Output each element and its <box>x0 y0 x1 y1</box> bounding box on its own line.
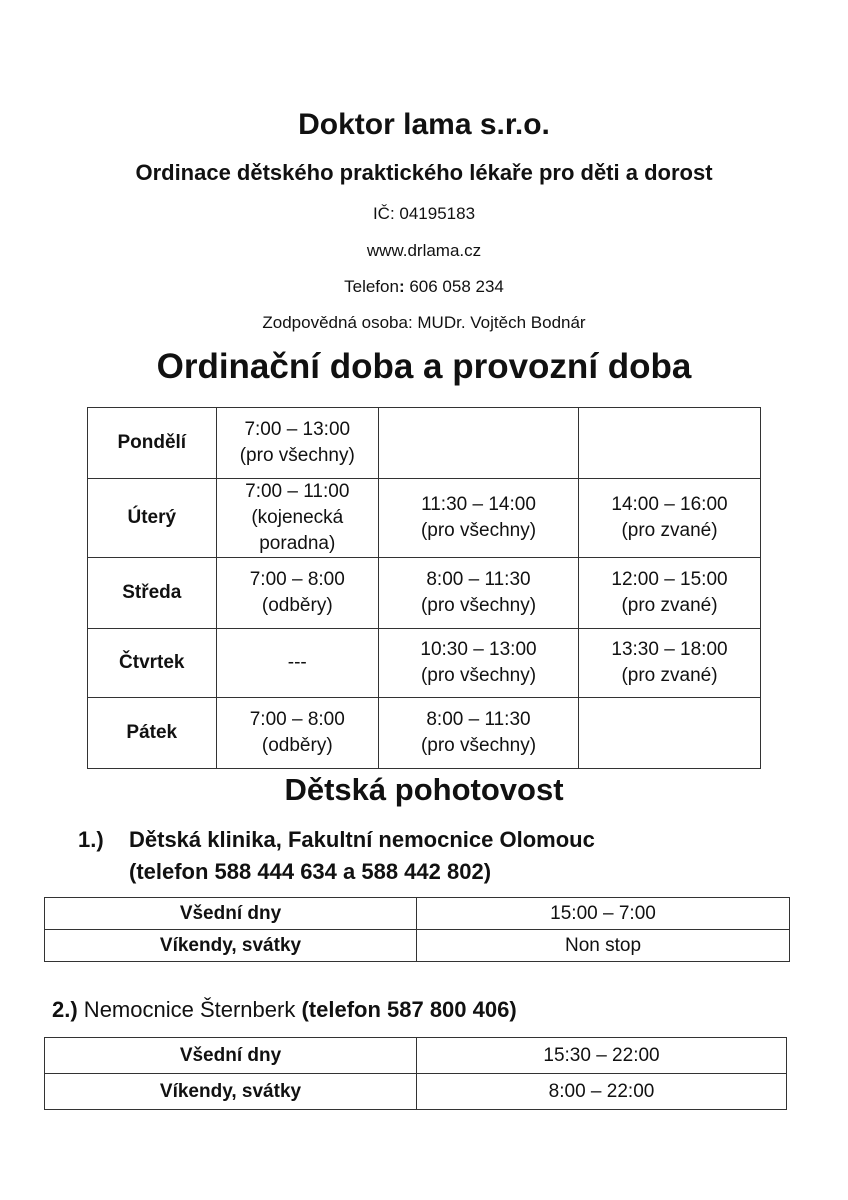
responsible-person: Zodpovědná osoba: MUDr. Vojtěch Bodnár <box>262 313 586 332</box>
clinic-1-number: 1.) <box>78 827 104 852</box>
slot-note: (pro zvané) <box>621 665 718 686</box>
slot-time: 7:00 – 13:00 <box>244 419 351 440</box>
slot-cell <box>578 558 760 629</box>
slot-note: (pro všechny) <box>420 595 537 616</box>
clinic-2-row-label: Všední dny <box>45 1038 417 1074</box>
day-cell: Středa <box>88 558 217 629</box>
slot-cell <box>379 698 579 769</box>
slot-time: 14:00 – 16:00 <box>611 494 728 515</box>
slot-cell <box>216 698 378 769</box>
table-row <box>88 408 761 479</box>
slot-note: (odběry) <box>261 735 333 756</box>
clinic-1-row-value: 15:00 – 7:00 <box>417 898 790 930</box>
website-link[interactable]: www.drlama.cz <box>366 241 482 260</box>
table-row <box>88 698 761 769</box>
slot-note: (pro všechny) <box>420 735 537 756</box>
clinic-2-phone: (telefon 587 800 406) <box>301 997 517 1022</box>
table-row <box>88 629 761 698</box>
slot-note: (pro všechny) <box>239 445 355 466</box>
clinic-1-row-label: Víkendy, svátky <box>45 930 417 962</box>
clinic-1-row-label: Všední dny <box>45 898 417 930</box>
slot-cell <box>216 629 378 698</box>
slot-note: poradna) <box>259 533 336 554</box>
emergency-clinic-1 <box>78 824 595 888</box>
day-cell: Čtvrtek <box>88 629 217 698</box>
table-row <box>88 479 761 558</box>
emergency-clinic-2 <box>52 996 517 1024</box>
slot-time: --- <box>287 652 307 673</box>
day-cell: Pondělí <box>88 408 217 479</box>
table-row <box>45 898 790 930</box>
slot-cell <box>578 479 760 558</box>
clinic-2-row-value: 15:30 – 22:00 <box>417 1038 787 1074</box>
table-row <box>45 930 790 962</box>
office-hours-heading: Ordinační doba a provozní doba <box>156 347 692 386</box>
slot-cell <box>216 408 378 479</box>
slot-cell <box>379 408 579 479</box>
clinic-2-row-label: Víkendy, svátky <box>45 1074 417 1110</box>
slot-time: 7:00 – 11:00 <box>245 481 350 502</box>
slot-cell <box>216 479 378 558</box>
phone-line <box>0 277 848 297</box>
slot-time: 11:30 – 14:00 <box>421 494 536 515</box>
clinic-1-name: Dětská klinika, Fakultní nemocnice Olomouc <box>129 827 595 852</box>
slot-time: 10:30 – 13:00 <box>420 639 537 660</box>
phone-number: 606 058 234 <box>404 277 504 296</box>
clinic-1-name-line <box>78 824 595 856</box>
office-hours-table <box>87 407 761 769</box>
clinic-1-phone: (telefon 588 444 634 a 588 442 802) <box>129 859 492 884</box>
clinic-2-hours-table <box>44 1037 787 1110</box>
slot-time: 7:00 – 8:00 <box>249 569 345 590</box>
slot-cell <box>379 558 579 629</box>
phone-separator: : <box>398 277 405 296</box>
company-id: IČ: 04195183 <box>372 204 476 223</box>
slot-time: 7:00 – 8:00 <box>249 709 345 730</box>
table-row <box>45 1074 787 1110</box>
slot-note: (kojenecká <box>251 507 344 528</box>
slot-cell <box>578 629 760 698</box>
slot-cell <box>578 408 760 479</box>
clinic-2-number: 2.) <box>52 997 78 1022</box>
slot-cell <box>379 629 579 698</box>
slot-time: 12:00 – 15:00 <box>611 569 728 590</box>
slot-time: 8:00 – 11:30 <box>426 709 531 730</box>
slot-cell <box>216 558 378 629</box>
clinic-1-hours-table <box>44 897 790 962</box>
practice-name: Doktor lama s.r.o. <box>298 108 550 141</box>
table-row <box>88 558 761 629</box>
slot-note: (pro zvané) <box>621 595 718 616</box>
day-cell: Úterý <box>88 479 217 558</box>
table-row <box>45 1038 787 1074</box>
slot-note: (odběry) <box>261 595 333 616</box>
slot-time: 13:30 – 18:00 <box>611 639 728 660</box>
practice-description: Ordinace dětského praktického lékaře pro děti a dorost <box>135 160 713 185</box>
clinic-2-name: Nemocnice Šternberk <box>77 997 302 1022</box>
phone-label: Telefon <box>344 277 399 296</box>
slot-cell <box>578 698 760 769</box>
slot-cell <box>379 479 579 558</box>
slot-note: (pro zvané) <box>621 520 718 541</box>
clinic-2-row-value: 8:00 – 22:00 <box>417 1074 787 1110</box>
slot-note: (pro všechny) <box>420 665 537 686</box>
day-cell: Pátek <box>88 698 217 769</box>
clinic-1-row-value: Non stop <box>417 930 790 962</box>
emergency-heading: Dětská pohotovost <box>284 772 564 807</box>
slot-note: (pro všechny) <box>420 520 537 541</box>
slot-time: 8:00 – 11:30 <box>426 569 531 590</box>
